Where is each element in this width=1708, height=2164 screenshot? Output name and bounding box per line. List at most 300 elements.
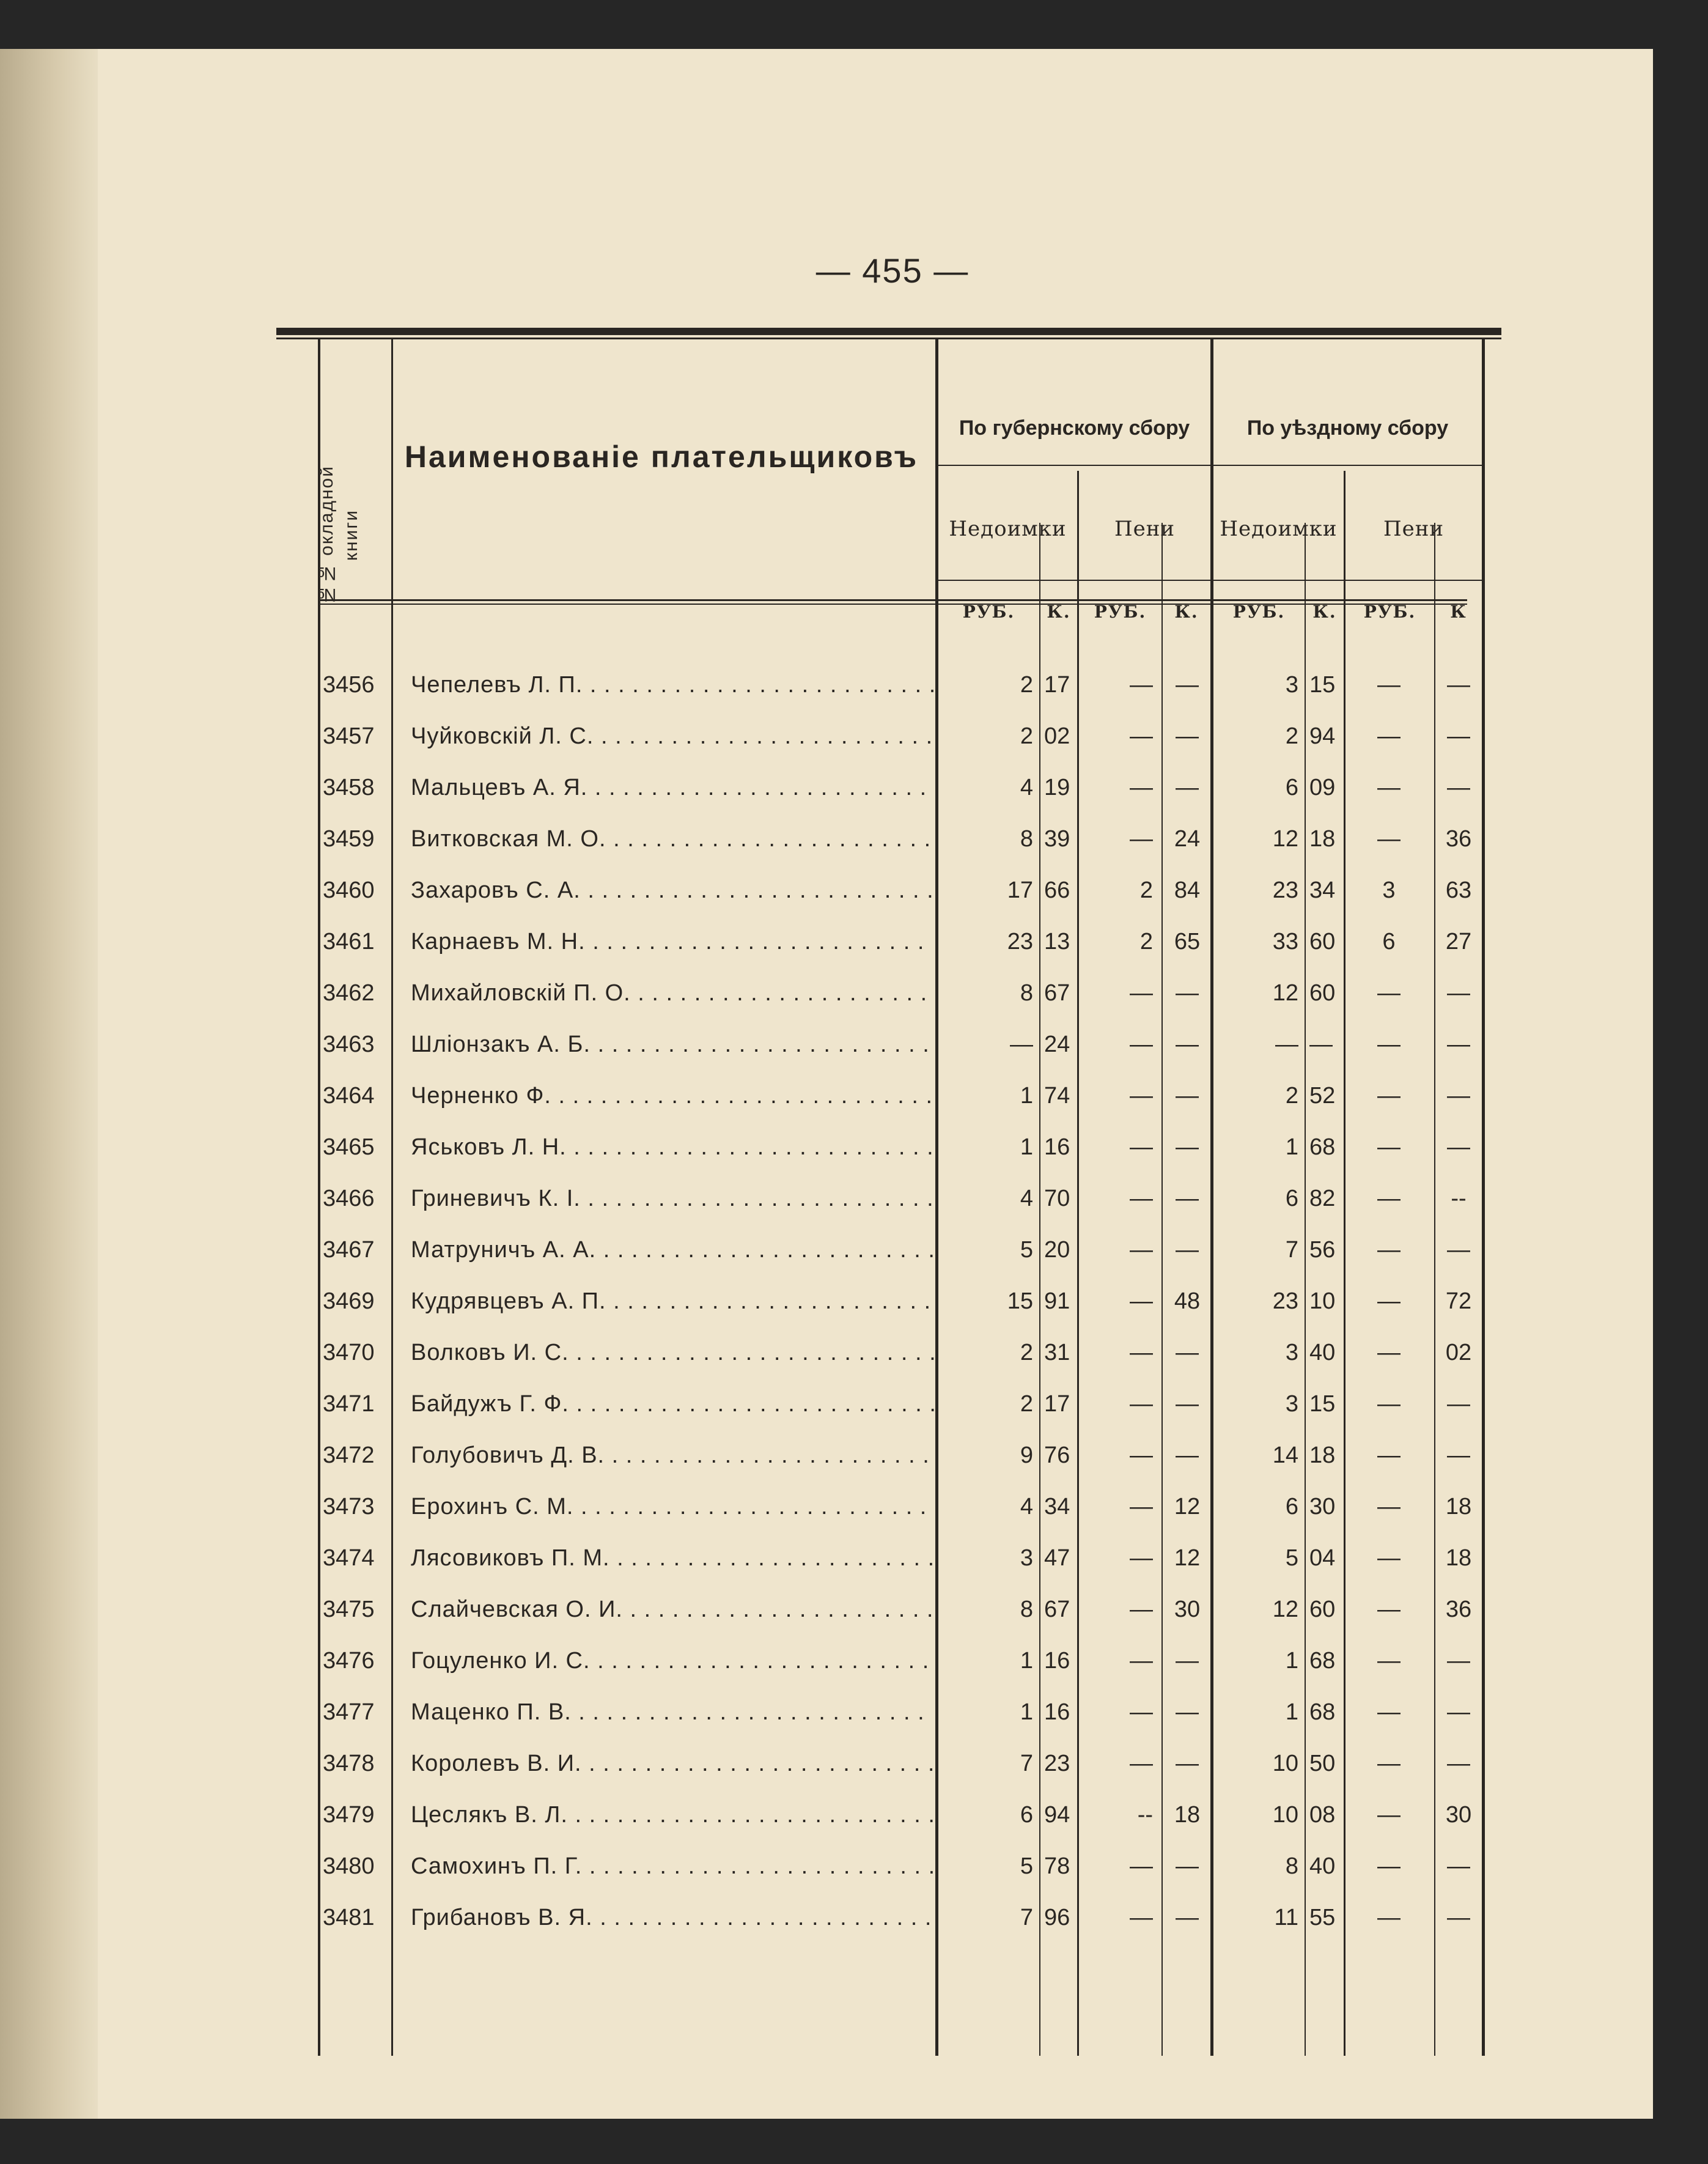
uezd-peni-kop: — [1447, 1648, 1470, 1674]
uezd-nedoimka-kop: 55 [1309, 1905, 1336, 1930]
gub-nedoimka-kop: 70 [1044, 1186, 1070, 1211]
gub-peni-kop: 12 [1174, 1545, 1201, 1571]
gub-nedoimka-rub: 2 [1020, 723, 1033, 749]
uezd-nedoimka-kop: 68 [1309, 1134, 1336, 1160]
table-row [0, 1277, 1653, 1326]
gub-peni-kop: — [1176, 1442, 1199, 1468]
gub-peni-rub: — [1130, 1340, 1153, 1365]
gub-peni-rub: — [1130, 1288, 1153, 1314]
gub-nedoimka-rub: 1 [1020, 1648, 1033, 1674]
unit-gub-peni-rub: РУБ. [1094, 601, 1147, 622]
uezd-peni-rub: — [1377, 1340, 1401, 1365]
gub-nedoimka-kop: 78 [1044, 1853, 1070, 1879]
gub-peni-kop: — [1176, 1032, 1199, 1057]
uezd-peni-kop: 18 [1445, 1545, 1472, 1571]
table-row [0, 712, 1653, 761]
uezd-nedoimka-rub: 11 [1274, 1905, 1298, 1930]
gub-nedoimka-kop: 67 [1044, 1597, 1070, 1622]
gub-peni-kop: 12 [1174, 1494, 1201, 1520]
gub-peni-kop: — [1176, 1648, 1199, 1674]
payer-name: Яськовъ Л. Н. . . . [411, 1123, 937, 1172]
table-row [0, 1071, 1653, 1120]
uezd-peni-rub: — [1377, 1853, 1401, 1879]
uezd-peni-kop: 27 [1445, 929, 1472, 955]
uezd-nedoimka-rub: 6 [1285, 775, 1298, 800]
table-row [0, 1739, 1653, 1788]
uezd-nedoimka-rub: 2 [1285, 1083, 1298, 1109]
uezd-peni-rub: — [1377, 1648, 1401, 1674]
uezd-peni-kop: — [1447, 1237, 1470, 1263]
gub-peni-rub: — [1130, 1699, 1153, 1725]
uezd-peni-rub: — [1377, 1032, 1401, 1057]
gub-peni-kop: 48 [1174, 1288, 1201, 1314]
uezd-nedoimka-rub: 3 [1285, 1391, 1298, 1417]
payer-name: Кудрявцевъ А. П. . . . [411, 1277, 937, 1326]
gub-peni-rub: — [1130, 1237, 1153, 1263]
uezd-group-header: По уѣздному сбору [1246, 416, 1449, 440]
book-number-header-line1: №№ окладной [317, 465, 337, 605]
table-row [0, 969, 1653, 1017]
uezd-nedoimka-rub: 8 [1285, 1853, 1298, 1879]
uezd-nedoimka-kop: 08 [1309, 1802, 1336, 1828]
gub-peni-kop: — [1176, 1186, 1199, 1211]
table-row [0, 1020, 1653, 1069]
gub-nedoimka-kop: 17 [1044, 672, 1070, 698]
uezd-nedoimka-kop: 60 [1309, 1597, 1336, 1622]
table-row [0, 1688, 1653, 1737]
gub-nedoimka-rub: 23 [1007, 929, 1033, 955]
book-number: 3477 [323, 1699, 375, 1725]
book-number: 3480 [323, 1853, 375, 1879]
uezd-nedoimka-rub: 14 [1272, 1442, 1298, 1468]
page-number: — 455 — [815, 251, 970, 290]
uezd-nedoimka-rub: 10 [1272, 1802, 1298, 1828]
uezd-peni-rub: — [1377, 1751, 1401, 1776]
gub-peni-rub: — [1130, 1648, 1153, 1674]
uezd-nedoimka-rub: 33 [1272, 929, 1298, 955]
uezd-peni-kop: — [1447, 1699, 1470, 1725]
book-number: 3457 [323, 723, 375, 749]
uezd-peni-kop: 72 [1445, 1288, 1472, 1314]
book-number: 3470 [323, 1340, 375, 1365]
table-row [0, 1431, 1653, 1480]
book-number-header [306, 443, 373, 627]
gub-peni-kop: — [1176, 1391, 1199, 1417]
table-row [0, 763, 1653, 812]
gub-peni-rub: 2 [1139, 877, 1153, 903]
gub-nedoimka-kop: 16 [1044, 1648, 1070, 1674]
gub-nedoimki-header: Недоимки [949, 517, 1067, 541]
payer-name: Витковская М. О. . . . [411, 814, 937, 863]
uezd-peni-rub: — [1377, 1237, 1401, 1263]
gub-nedoimka-rub: 1 [1020, 1083, 1033, 1109]
uezd-nedoimka-rub: 10 [1272, 1751, 1298, 1776]
book-number: 3478 [323, 1751, 375, 1776]
uezd-nedoimka-kop: 15 [1309, 672, 1336, 698]
unit-uezd-peni-k: К [1450, 601, 1467, 622]
uezd-nedoimka-kop: 18 [1309, 826, 1336, 852]
gub-peni-rub: — [1130, 1032, 1153, 1057]
gub-peni-rub: — [1130, 1442, 1153, 1468]
book-number: 3458 [323, 775, 375, 800]
gub-nedoimka-kop: 67 [1044, 980, 1070, 1006]
gub-peni-kop: — [1176, 1340, 1199, 1365]
unit-uezd-rub: РУБ. [1232, 601, 1286, 622]
book-number: 3463 [323, 1032, 375, 1057]
gub-nedoimka-kop: 17 [1044, 1391, 1070, 1417]
uezd-nedoimka-kop: — [1309, 1032, 1333, 1057]
gub-nedoimka-kop: 66 [1044, 877, 1070, 903]
gub-peni-kop: — [1176, 1905, 1199, 1930]
uezd-nedoimka-kop: 10 [1309, 1288, 1336, 1314]
uezd-nedoimka-rub: 2 [1285, 723, 1298, 749]
uezd-peni-rub: — [1377, 1545, 1401, 1571]
uezd-peni-kop: 36 [1445, 826, 1472, 852]
gub-nedoimka-kop: 19 [1044, 775, 1070, 800]
uezd-nedoimka-rub: 3 [1285, 672, 1298, 698]
book-number: 3475 [323, 1597, 375, 1622]
table-row [0, 866, 1653, 915]
uezd-nedoimka-rub: 7 [1285, 1237, 1298, 1263]
table-row [0, 1225, 1653, 1274]
uezd-peni-kop: — [1447, 1083, 1470, 1109]
uezd-nedoimka-kop: 68 [1309, 1699, 1336, 1725]
gub-peni-kop: 30 [1174, 1597, 1201, 1622]
payer-name: Королевъ В. И. . . . [411, 1739, 937, 1788]
gub-nedoimka-kop: 96 [1044, 1905, 1070, 1930]
gub-nedoimka-rub: — [1010, 1032, 1033, 1057]
payer-name: Самохинъ П. Г. . . . [411, 1842, 937, 1891]
group-rule-gub [938, 465, 1210, 466]
gub-nedoimka-rub: 8 [1020, 1597, 1033, 1622]
gub-peni-kop: — [1176, 723, 1199, 749]
gub-peni-rub: — [1130, 1853, 1153, 1879]
book-number: 3473 [323, 1494, 375, 1520]
sub-rule [938, 580, 1482, 581]
uezd-peni-rub: — [1377, 775, 1401, 800]
uezd-peni-rub: — [1377, 1494, 1401, 1520]
book-number: 3474 [323, 1545, 375, 1571]
payer-name: Ерохинъ С. М. . . . [411, 1482, 937, 1531]
gub-peni-rub: — [1130, 1391, 1153, 1417]
uezd-nedoimka-kop: 94 [1309, 723, 1336, 749]
gub-nedoimka-rub: 15 [1007, 1288, 1033, 1314]
uezd-peni-kop: — [1447, 1905, 1470, 1930]
unit-gub-k: К. [1047, 601, 1071, 622]
uezd-peni-rub: — [1377, 1597, 1401, 1622]
uezd-peni-kop: — [1447, 1853, 1470, 1879]
gub-nedoimka-rub: 2 [1020, 1391, 1033, 1417]
payer-name: Волковъ И. С. . . . [411, 1328, 937, 1377]
book-page [0, 49, 1653, 2119]
gub-nedoimka-rub: 8 [1020, 980, 1033, 1006]
uezd-nedoimka-rub: 1 [1285, 1134, 1298, 1160]
uezd-peni-kop: — [1447, 723, 1470, 749]
book-number: 3465 [323, 1134, 375, 1160]
uezd-nedoimka-rub: 6 [1285, 1494, 1298, 1520]
uezd-nedoimka-rub: 23 [1272, 1288, 1298, 1314]
payer-name: Шліонзакъ А. Б. . . . [411, 1020, 937, 1069]
uezd-peni-kop: — [1447, 1751, 1470, 1776]
uezd-peni-kop: 36 [1445, 1597, 1472, 1622]
gub-nedoimka-kop: 23 [1044, 1751, 1070, 1776]
gub-nedoimka-kop: 02 [1044, 723, 1070, 749]
book-number-header-line2: книги [341, 509, 361, 561]
gub-nedoimka-rub: 5 [1020, 1237, 1033, 1263]
unit-uezd-peni-rub: РУБ. [1363, 601, 1416, 622]
table-row [0, 1379, 1653, 1428]
gub-nedoimka-rub: 1 [1020, 1699, 1033, 1725]
gub-nedoimka-rub: 7 [1020, 1751, 1033, 1776]
table-row [0, 1328, 1653, 1377]
table-row [0, 660, 1653, 709]
gub-peni-rub: — [1130, 672, 1153, 698]
uezd-nedoimka-rub: 6 [1285, 1186, 1298, 1211]
uezd-peni-rub: — [1377, 980, 1401, 1006]
book-number: 3460 [323, 877, 375, 903]
gub-peni-kop: — [1176, 1083, 1199, 1109]
gub-nedoimka-kop: 34 [1044, 1494, 1070, 1520]
book-number: 3459 [323, 826, 375, 852]
gub-nedoimka-rub: 8 [1020, 826, 1033, 852]
uezd-nedoimka-kop: 30 [1309, 1494, 1336, 1520]
gub-peni-rub: 2 [1139, 929, 1153, 955]
uezd-nedoimka-kop: 40 [1309, 1853, 1336, 1879]
gub-nedoimka-kop: 74 [1044, 1083, 1070, 1109]
uezd-peni-rub: — [1377, 1905, 1401, 1930]
uezd-nedoimka-rub: 12 [1272, 980, 1298, 1006]
uezd-peni-rub: — [1377, 1699, 1401, 1725]
gub-peni-rub: — [1130, 1494, 1153, 1520]
gub-peni-kop: — [1176, 1751, 1199, 1776]
gub-nedoimka-rub: 7 [1020, 1905, 1033, 1930]
uezd-peni-rub: — [1377, 1134, 1401, 1160]
table-row [0, 1123, 1653, 1172]
uezd-peni-rub: — [1377, 826, 1401, 852]
gub-peni-kop: — [1176, 980, 1199, 1006]
payer-name: Лясовиковъ П. М. . . . [411, 1534, 937, 1582]
book-number: 3471 [323, 1391, 375, 1417]
table-row [0, 1893, 1653, 1942]
uezd-nedoimka-kop: 82 [1309, 1186, 1336, 1211]
gub-peni-rub: — [1130, 1545, 1153, 1571]
payers-header: Наименованіе плательщиковъ [404, 440, 919, 474]
table-row [0, 1482, 1653, 1531]
table-top-rule-thin [276, 338, 1501, 339]
gub-peni-kop: 18 [1174, 1802, 1201, 1828]
gub-peni-rub: — [1130, 723, 1153, 749]
gub-group-header: По губернскому сбору [959, 416, 1190, 440]
unit-uezd-k: К. [1312, 601, 1337, 622]
gub-peni-rub: — [1130, 1597, 1153, 1622]
uezd-nedoimka-kop: 50 [1309, 1751, 1336, 1776]
gub-nedoimka-rub: 17 [1007, 877, 1033, 903]
uezd-peni-rub: — [1377, 1288, 1401, 1314]
payer-name: Гоцуленко И. С. . . . [411, 1636, 937, 1685]
uezd-peni-kop: 18 [1445, 1494, 1472, 1520]
uezd-peni-kop: — [1447, 775, 1470, 800]
book-number: 3479 [323, 1802, 375, 1828]
uezd-peni-kop: -- [1451, 1186, 1467, 1211]
payer-name: Слайчевская О. И. . . . [411, 1585, 937, 1634]
payer-name: Мальцевъ А. Я. . . . [411, 763, 937, 812]
payer-name: Гриневичъ К. I. . . . [411, 1174, 937, 1223]
gub-nedoimka-rub: 9 [1020, 1442, 1033, 1468]
uezd-nedoimka-kop: 09 [1309, 775, 1336, 800]
uezd-peni-kop: — [1447, 1442, 1470, 1468]
gub-peni-header: Пени [1114, 517, 1176, 541]
uezd-peni-kop: — [1447, 1134, 1470, 1160]
gub-peni-kop: — [1176, 1237, 1199, 1263]
group-rule-uezd [1213, 465, 1482, 466]
book-number: 3461 [323, 929, 375, 955]
gub-peni-kop: 84 [1174, 877, 1201, 903]
gub-peni-rub: — [1130, 1905, 1153, 1930]
gub-peni-rub: — [1130, 1134, 1153, 1160]
book-number: 3462 [323, 980, 375, 1006]
gub-nedoimka-kop: 94 [1044, 1802, 1070, 1828]
gub-nedoimka-kop: 47 [1044, 1545, 1070, 1571]
gub-peni-rub: — [1130, 1186, 1153, 1211]
gub-nedoimka-rub: 4 [1020, 1494, 1033, 1520]
gub-nedoimka-rub: 4 [1020, 775, 1033, 800]
uezd-peni-kop: — [1447, 980, 1470, 1006]
gub-nedoimka-rub: 4 [1020, 1186, 1033, 1211]
gub-peni-kop: — [1176, 775, 1199, 800]
payer-name: Матруничъ А. А. . . . [411, 1225, 937, 1274]
uezd-nedoimka-kop: 34 [1309, 877, 1336, 903]
gub-peni-kop: — [1176, 672, 1199, 698]
book-number: 3456 [323, 672, 375, 698]
table-row [0, 1534, 1653, 1582]
uezd-peni-rub: — [1377, 1186, 1401, 1211]
payer-name: Черненко Ф. . . . [411, 1071, 937, 1120]
table-row [0, 814, 1653, 863]
gub-nedoimka-rub: 5 [1020, 1853, 1033, 1879]
unit-gub-peni-k: К. [1174, 601, 1199, 622]
uezd-nedoimka-rub: 12 [1272, 1597, 1298, 1622]
table-top-rule [276, 328, 1501, 335]
payer-name: Грибановъ В. Я. . . . [411, 1893, 937, 1942]
gub-peni-rub: — [1130, 775, 1153, 800]
uezd-peni-kop: 63 [1445, 877, 1472, 903]
payer-name: Захаровъ С. А. . . . [411, 866, 937, 915]
uezd-nedoimka-kop: 52 [1309, 1083, 1336, 1109]
gub-nedoimka-kop: 16 [1044, 1699, 1070, 1725]
table-row [0, 1585, 1653, 1634]
gub-peni-kop: 24 [1174, 826, 1201, 852]
uezd-nedoimka-kop: 56 [1309, 1237, 1336, 1263]
uezd-peni-rub: — [1377, 1391, 1401, 1417]
uezd-nedoimki-header: Недоимки [1220, 517, 1338, 541]
uezd-peni-rub: — [1377, 1442, 1401, 1468]
uezd-nedoimka-rub: 3 [1285, 1340, 1298, 1365]
uezd-peni-rub: 3 [1382, 877, 1396, 903]
book-number: 3467 [323, 1237, 375, 1263]
table-row [0, 1842, 1653, 1891]
uezd-peni-kop: — [1447, 672, 1470, 698]
gub-peni-kop: 65 [1174, 929, 1201, 955]
uezd-nedoimka-kop: 04 [1309, 1545, 1336, 1571]
gub-nedoimka-kop: 31 [1044, 1340, 1070, 1365]
table-row [0, 917, 1653, 966]
book-number: 3476 [323, 1648, 375, 1674]
payer-name: Карнаевъ М. Н. . . . [411, 917, 937, 966]
uezd-nedoimka-rub: — [1275, 1032, 1298, 1057]
uezd-peni-rub: — [1377, 1802, 1401, 1828]
book-number: 3481 [323, 1905, 375, 1930]
uezd-peni-header: Пени [1383, 517, 1445, 541]
uezd-nedoimka-rub: 1 [1285, 1648, 1298, 1674]
gub-nedoimka-rub: 2 [1020, 1340, 1033, 1365]
gub-peni-rub: — [1130, 826, 1153, 852]
uezd-nedoimka-rub: 5 [1285, 1545, 1298, 1571]
gub-nedoimka-rub: 1 [1020, 1134, 1033, 1160]
book-number: 3472 [323, 1442, 375, 1468]
uezd-peni-rub: 6 [1382, 929, 1396, 955]
table-row [0, 1174, 1653, 1223]
gub-nedoimka-rub: 3 [1020, 1545, 1033, 1571]
uezd-nedoimka-kop: 15 [1309, 1391, 1336, 1417]
gub-nedoimka-kop: 16 [1044, 1134, 1070, 1160]
uezd-nedoimka-kop: 60 [1309, 929, 1336, 955]
gub-peni-kop: — [1176, 1853, 1199, 1879]
uezd-nedoimka-kop: 68 [1309, 1648, 1336, 1674]
uezd-peni-rub: — [1377, 1083, 1401, 1109]
payer-name: Михайловскій П. О. . . . [411, 969, 937, 1017]
gub-peni-rub: -- [1137, 1802, 1153, 1828]
uezd-nedoimka-rub: 1 [1285, 1699, 1298, 1725]
book-number: 3464 [323, 1083, 375, 1109]
gub-nedoimka-rub: 2 [1020, 672, 1033, 698]
gub-nedoimka-kop: 76 [1044, 1442, 1070, 1468]
gub-nedoimka-kop: 24 [1044, 1032, 1070, 1057]
uezd-peni-rub: — [1377, 672, 1401, 698]
payer-name: Байдужъ Г. Ф. . . . [411, 1379, 937, 1428]
book-number: 3466 [323, 1186, 375, 1211]
uezd-peni-kop: — [1447, 1391, 1470, 1417]
book-number: 3469 [323, 1288, 375, 1314]
gub-peni-rub: — [1130, 980, 1153, 1006]
payer-name: Чуйковскій Л. С. . . . [411, 712, 937, 761]
uezd-peni-kop: 30 [1445, 1802, 1472, 1828]
uezd-peni-rub: — [1377, 723, 1401, 749]
uezd-peni-kop: — [1447, 1032, 1470, 1057]
gub-peni-kop: — [1176, 1134, 1199, 1160]
uezd-nedoimka-rub: 12 [1272, 826, 1298, 852]
uezd-nedoimka-kop: 60 [1309, 980, 1336, 1006]
gub-nedoimka-kop: 13 [1044, 929, 1070, 955]
payer-name: Маценко П. В. . . . [411, 1688, 937, 1737]
gub-peni-kop: — [1176, 1699, 1199, 1725]
gub-peni-rub: — [1130, 1751, 1153, 1776]
payer-name: Голубовичъ Д. В. . . . [411, 1431, 937, 1480]
gub-nedoimka-kop: 91 [1044, 1288, 1070, 1314]
payer-name: Цеслякъ В. Л. . . . [411, 1790, 937, 1839]
gub-nedoimka-kop: 20 [1044, 1237, 1070, 1263]
gub-nedoimka-rub: 6 [1020, 1802, 1033, 1828]
table-row [0, 1790, 1653, 1839]
gub-peni-rub: — [1130, 1083, 1153, 1109]
uezd-nedoimka-kop: 40 [1309, 1340, 1336, 1365]
uezd-nedoimka-kop: 18 [1309, 1442, 1336, 1468]
unit-gub-rub: РУБ. [962, 601, 1015, 622]
uezd-peni-kop: 02 [1445, 1340, 1472, 1365]
gub-nedoimka-kop: 39 [1044, 826, 1070, 852]
payer-name: Чепелевъ Л. П. . . . [411, 660, 937, 709]
uezd-nedoimka-rub: 23 [1272, 877, 1298, 903]
table-row [0, 1636, 1653, 1685]
